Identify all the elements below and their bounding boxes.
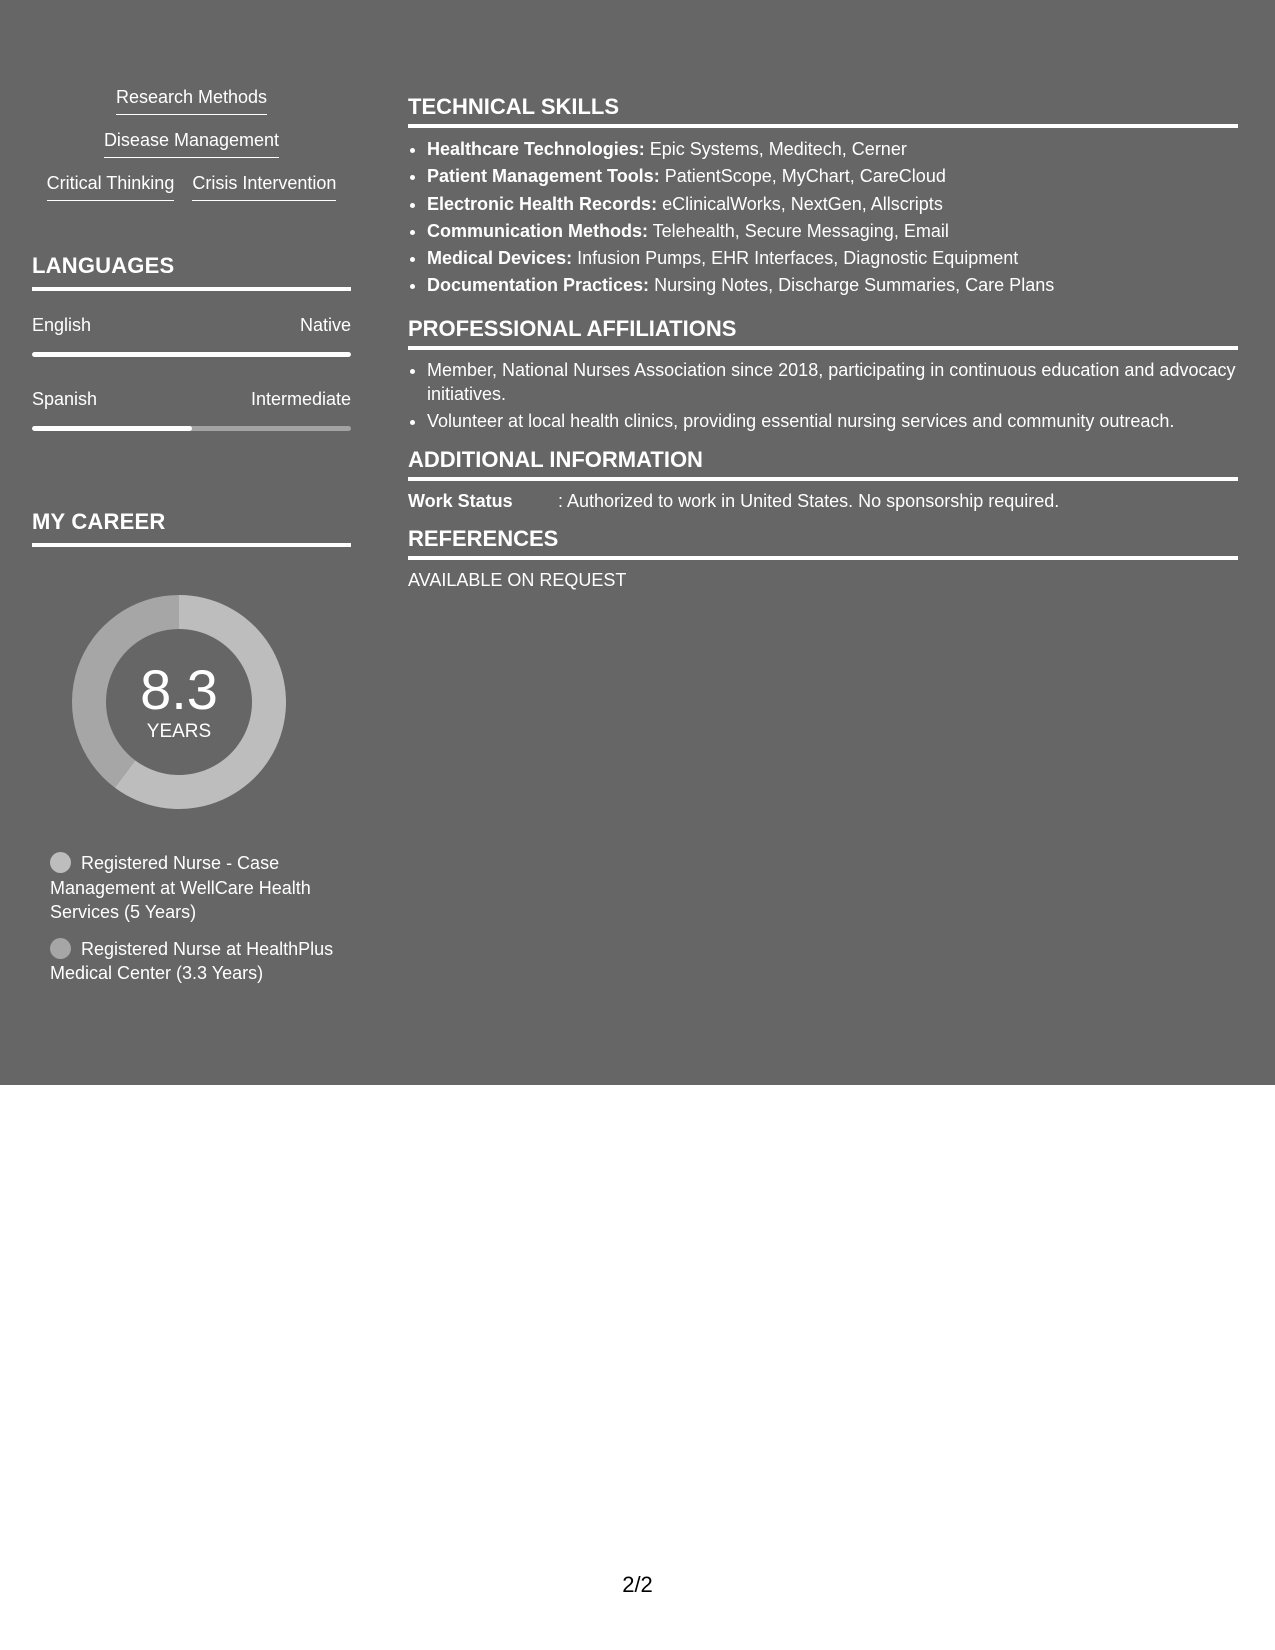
languages-heading: LANGUAGES xyxy=(32,253,351,291)
skill-values: Nursing Notes, Discharge Summaries, Care Plans xyxy=(649,275,1055,296)
career-item-text: Registered Nurse - Case Management at WellCare Health Services (5 Years) xyxy=(50,853,311,922)
main-content xyxy=(408,94,1238,591)
technical-skills-heading: TECHNICAL SKILLS xyxy=(408,94,1238,128)
career-heading: MY CAREER xyxy=(32,509,351,547)
career-total-years: 8.3 xyxy=(140,658,218,721)
skill-values: Epic Systems, Meditech, Cerner xyxy=(644,139,907,159)
language-name: Spanish xyxy=(32,389,98,409)
work-status-row xyxy=(408,491,1238,512)
affiliations-list xyxy=(408,358,1238,434)
list-item xyxy=(427,136,1238,163)
language-name: English xyxy=(32,315,92,335)
skill-tag xyxy=(32,86,351,115)
language-level: Native xyxy=(299,315,351,335)
list-item xyxy=(427,245,1238,272)
skill-category: Healthcare Technologies: xyxy=(427,139,645,159)
language-bar-fill xyxy=(32,352,351,357)
skills-cloud xyxy=(32,86,351,201)
career-total-unit: YEARS xyxy=(146,721,212,742)
list-item xyxy=(427,191,1238,218)
skill-values: eClinicalWorks, NextGen, Allscripts xyxy=(657,193,943,214)
language-bar xyxy=(32,426,351,431)
skill-tag: Crisis Intervention xyxy=(192,172,336,201)
skill-category: Communication Methods: xyxy=(427,220,648,241)
career-item xyxy=(50,937,340,986)
skill-category: Electronic Health Records: xyxy=(427,193,658,214)
career-donut-chart xyxy=(66,589,292,815)
language-bar-fill xyxy=(32,426,192,431)
skill-values: Telehealth, Secure Messaging, Email xyxy=(648,220,949,241)
skill-tag-label: Research Methods xyxy=(116,86,267,115)
work-status-value: : Authorized to work in United States. No sponsorship required. xyxy=(558,491,1060,512)
skill-values: PatientScope, MyChart, CareCloud xyxy=(659,166,946,187)
list-item: • Member, National Nurses Association since 2018, participating in continuous education and advocacy initiatives. xyxy=(427,358,1238,407)
career-item xyxy=(50,851,340,925)
list-item xyxy=(427,218,1238,245)
work-status-label: Work Status xyxy=(408,491,513,512)
list-item xyxy=(427,272,1238,299)
references-section xyxy=(408,526,1238,591)
language-row xyxy=(32,315,351,336)
language-level: Intermediate xyxy=(250,389,351,409)
references-text: AVAILABLE ON REQUEST xyxy=(408,570,627,591)
sidebar xyxy=(32,86,351,998)
affiliations-heading: PROFESSIONAL AFFILIATIONS xyxy=(408,316,1238,350)
skill-category: Medical Devices: xyxy=(427,248,573,269)
skill-tag-label: Disease Management xyxy=(104,129,279,158)
career-list xyxy=(50,851,340,986)
technical-skills-list xyxy=(408,136,1238,300)
list-item: • Volunteer at local health clinics, providing essential nursing services and community outreach. xyxy=(427,409,1238,434)
skill-category: Patient Management Tools: xyxy=(427,166,660,187)
career-item-text: Registered Nurse at HealthPlus Medical Center (3.3 Years) xyxy=(50,938,334,983)
references-heading: REFERENCES xyxy=(408,526,1238,560)
skill-tag xyxy=(32,129,351,158)
language-bar xyxy=(32,352,351,357)
career-legend-dot xyxy=(50,938,71,959)
donut-center xyxy=(66,589,292,815)
page-number: 2/2 xyxy=(622,1572,653,1597)
additional-info-heading: ADDITIONAL INFORMATION xyxy=(408,447,1238,481)
career-legend-dot xyxy=(50,852,71,873)
skill-tag: Critical Thinking xyxy=(47,172,175,201)
language-row xyxy=(32,389,351,410)
list-item xyxy=(427,163,1238,190)
affiliations-section xyxy=(408,316,1238,434)
skill-category: Documentation Practices: xyxy=(427,275,650,296)
skill-values: Infusion Pumps, EHR Interfaces, Diagnostic Equipment xyxy=(572,248,1019,269)
additional-info-section xyxy=(408,447,1238,512)
